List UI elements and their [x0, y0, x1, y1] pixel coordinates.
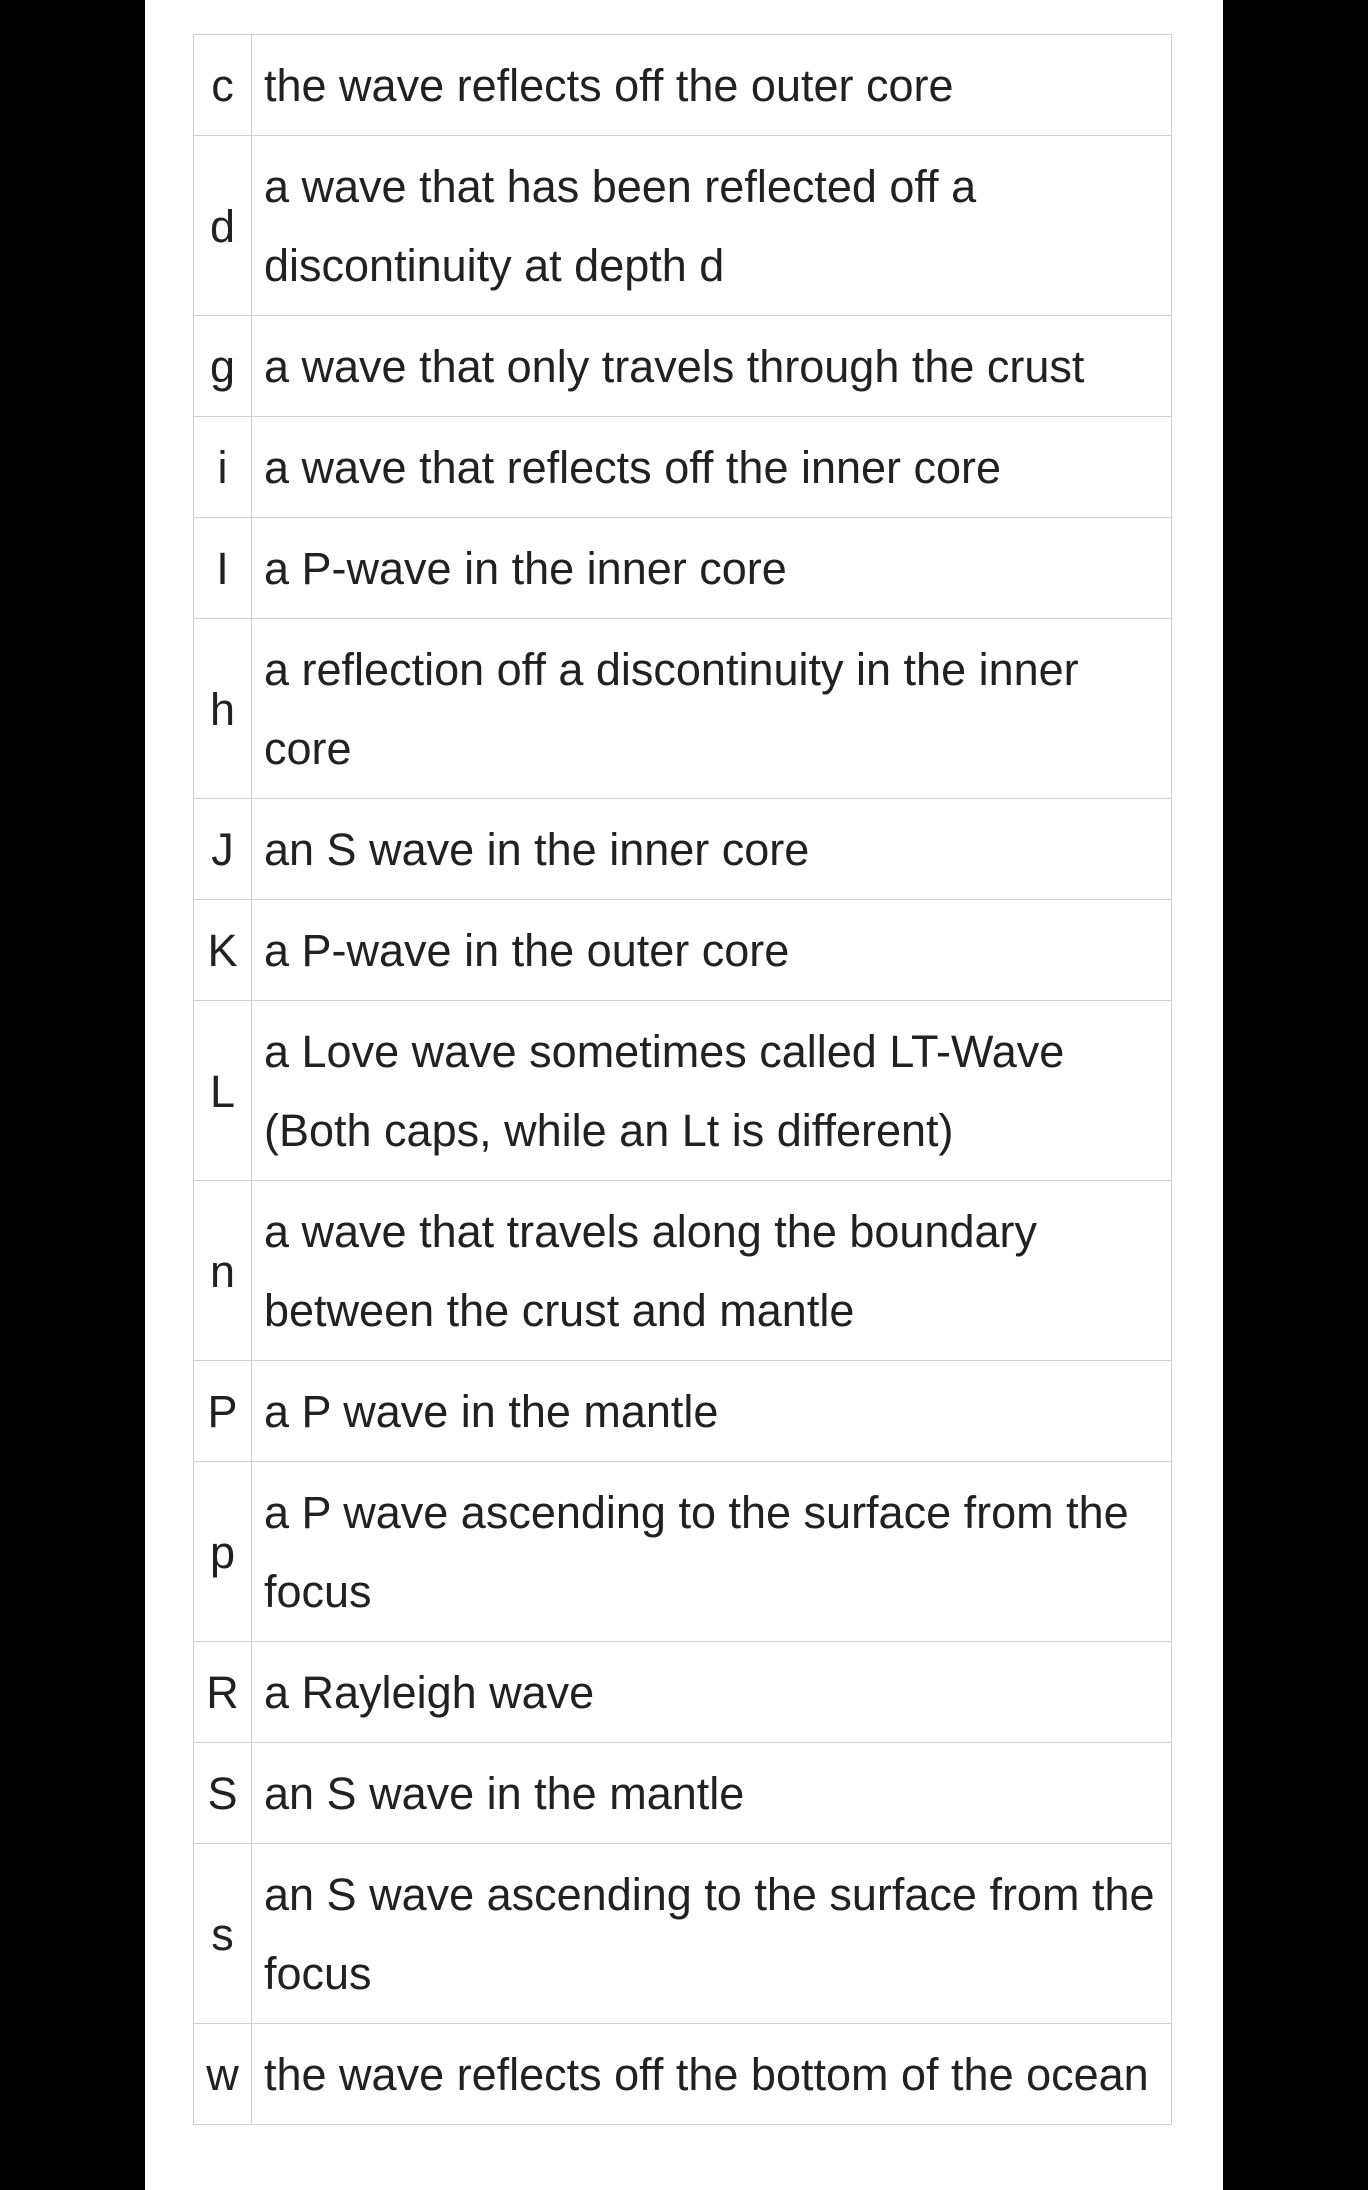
symbol-cell: s	[194, 1844, 252, 2024]
table-row	[194, 2024, 1172, 2125]
table-row	[194, 799, 1172, 900]
table-row	[194, 1743, 1172, 1844]
table-row	[194, 1844, 1172, 2024]
symbol-cell: S	[194, 1743, 252, 1844]
symbol-cell: p	[194, 1462, 252, 1642]
symbol-cell: P	[194, 1361, 252, 1462]
page	[145, 0, 1223, 2190]
symbol-cell: R	[194, 1642, 252, 1743]
table-row	[194, 136, 1172, 316]
symbol-cell: d	[194, 136, 252, 316]
table-row	[194, 1462, 1172, 1642]
table-row	[194, 316, 1172, 417]
description-cell: a wave that has been reflected off a discontinuity at depth d	[252, 136, 1172, 316]
symbol-cell: L	[194, 1001, 252, 1181]
table-row	[194, 619, 1172, 799]
description-cell: a Rayleigh wave	[252, 1642, 1172, 1743]
description-cell: a P-wave in the outer core	[252, 900, 1172, 1001]
description-cell: an S wave in the mantle	[252, 1743, 1172, 1844]
description-cell: a P wave in the mantle	[252, 1361, 1172, 1462]
table-row	[194, 900, 1172, 1001]
symbol-cell: h	[194, 619, 252, 799]
symbol-cell: i	[194, 417, 252, 518]
symbol-cell: I	[194, 518, 252, 619]
description-cell: a Love wave sometimes called LT-Wave (Both caps, while an Lt is different)	[252, 1001, 1172, 1181]
symbol-cell: n	[194, 1181, 252, 1361]
description-cell: the wave reflects off the outer core	[252, 35, 1172, 136]
symbol-cell: c	[194, 35, 252, 136]
symbol-cell: w	[194, 2024, 252, 2125]
table-row	[194, 35, 1172, 136]
description-cell: a wave that only travels through the crust	[252, 316, 1172, 417]
description-cell: a P-wave in the inner core	[252, 518, 1172, 619]
symbol-cell: K	[194, 900, 252, 1001]
table-row	[194, 1642, 1172, 1743]
description-cell: an S wave in the inner core	[252, 799, 1172, 900]
table-row	[194, 518, 1172, 619]
table-row	[194, 1361, 1172, 1462]
description-cell: the wave reflects off the bottom of the ocean	[252, 2024, 1172, 2125]
description-cell: a P wave ascending to the surface from the focus	[252, 1462, 1172, 1642]
table-row	[194, 1181, 1172, 1361]
table-row	[194, 417, 1172, 518]
symbol-cell: J	[194, 799, 252, 900]
seismic-phase-table	[193, 34, 1172, 2125]
table-row	[194, 1001, 1172, 1181]
symbol-cell: g	[194, 316, 252, 417]
description-cell: a reflection off a discontinuity in the inner core	[252, 619, 1172, 799]
description-cell: a wave that reflects off the inner core	[252, 417, 1172, 518]
description-cell: a wave that travels along the boundary between the crust and mantle	[252, 1181, 1172, 1361]
description-cell: an S wave ascending to the surface from the focus	[252, 1844, 1172, 2024]
